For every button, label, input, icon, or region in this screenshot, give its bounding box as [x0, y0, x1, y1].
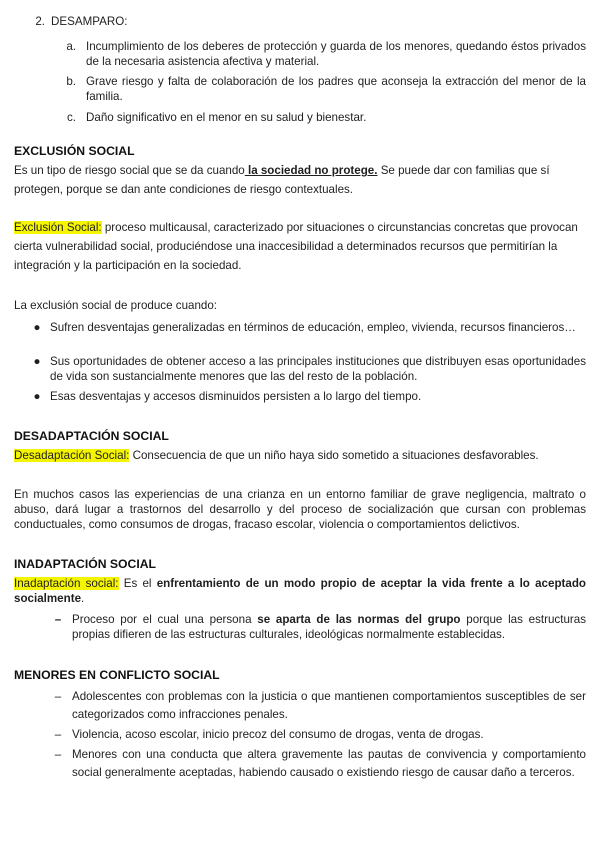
list-item	[62, 74, 586, 104]
list-item	[30, 354, 586, 384]
definition-end: .	[81, 592, 85, 605]
exclusion-definition	[14, 218, 586, 275]
dash-icon: –	[54, 728, 62, 741]
list-marker: b.	[66, 75, 76, 88]
list-item	[52, 746, 586, 782]
list-marker: a.	[66, 40, 76, 53]
list-item	[62, 39, 586, 69]
heading-text: DESAMPARO:	[51, 15, 128, 28]
bullet-icon: ●	[33, 355, 41, 368]
desadaptacion-paragraph: En muchos casos las experiencias de una crianza en un entorno familiar de grave negligencia, maltrato o abuso, dará lugar a trastornos del desarrollo y del proceso de socialización que cursan con problemas conductuales, como consumos de drogas, fracaso escolar, violencia o comportamientos delictivos.	[14, 488, 586, 531]
definition-text: Consecuencia de que un niño haya sido sometido a situaciones desfavorables.	[129, 449, 539, 462]
list-item-text: Daño significativo en el menor en su salud y bienestar.	[86, 111, 367, 124]
definition-text: Es el	[118, 577, 157, 590]
list-item-text: Violencia, acoso escolar, inicio precoz del consumo de drogas, venta de drogas.	[72, 728, 484, 741]
bullet-icon: ●	[33, 390, 41, 403]
bullet-text: Proceso por el cual una persona	[72, 613, 258, 626]
desamparo-heading	[31, 14, 591, 29]
intro-text-end: Se puede dar con familias que sí protegen, porque se dan ante condiciones de riesgo contextuales.	[14, 164, 550, 196]
term-highlight: Desadaptación Social:	[14, 449, 130, 462]
definition-text: proceso multicausal, caracterizado por situaciones o circunstancias concretas que provocan cierta vulnerabilidad social, produciéndose una inaccesibilidad a determinados recursos que permitirían la integración y la participación en la sociedad.	[14, 221, 578, 272]
dash-icon: –	[54, 613, 62, 626]
exclusion-intro	[14, 161, 586, 199]
bullet-text-end: porque las estructuras propias difieren de las estructuras culturales, ideológicas normalmente establecidas.	[72, 613, 586, 641]
list-item	[30, 389, 586, 404]
list-item-text	[72, 612, 586, 642]
list-item	[52, 688, 586, 724]
exclusion-list-intro: La exclusión social de produce cuando:	[14, 299, 218, 312]
term-highlight: Exclusión Social:	[14, 221, 102, 234]
dash-icon: –	[54, 690, 62, 703]
list-item-text: Adolescentes con problemas con la justicia o que mantienen comportamientos susceptibles de ser categorizados como infracciones penales.	[72, 690, 586, 721]
section-heading-conflicto: MENORES EN CONFLICTO SOCIAL	[14, 668, 220, 682]
list-marker: c.	[66, 111, 76, 124]
intro-emphasis: la sociedad no protege.	[244, 164, 378, 177]
heading-number: 2.	[35, 15, 45, 28]
inadaptacion-definition	[14, 576, 586, 606]
list-item	[52, 612, 586, 642]
dash-icon: –	[54, 748, 62, 761]
list-item-text: Incumplimiento de los deberes de protección y guarda de los menores, quedando éstos privados de la necesaria asistencia afectiva y material.	[86, 40, 586, 68]
list-item-text: Menores con una conducta que altera gravemente las pautas de convivencia y comportamiento social generalmente aceptadas, habiendo causado o existiendo riesgo de causar daño a terceros.	[72, 748, 586, 779]
list-item-text: Esas desventajas y accesos disminuidos persisten a lo largo del tiempo.	[50, 390, 422, 403]
section-heading-exclusion: EXCLUSIÓN SOCIAL	[14, 144, 135, 158]
bullet-icon: ●	[33, 321, 41, 334]
section-heading-inadaptacion: INADAPTACIÓN SOCIAL	[14, 557, 156, 571]
desadaptacion-definition	[14, 448, 586, 463]
intro-text: Es un tipo de riesgo social que se da cuando	[14, 164, 245, 177]
list-item-text: Grave riesgo y falta de colaboración de los padres que aconseja la extracción del menor de la familia.	[86, 75, 586, 103]
list-item	[52, 726, 586, 744]
list-item	[62, 110, 586, 125]
term-highlight: Inadaptación social:	[14, 577, 119, 590]
list-item-text: Sus oportunidades de obtener acceso a las principales instituciones que distribuyen esas oportunidades de vida son sustancialmente menores que las del resto de la población.	[50, 355, 586, 383]
definition-bold: enfrentamiento de un modo propio de aceptar la vida frente a lo aceptado socialmente	[14, 577, 587, 605]
list-item	[30, 320, 586, 335]
list-item-text: Sufren desventajas generalizadas en términos de educación, empleo, vivienda, recursos financieros…	[50, 321, 576, 334]
section-heading-desadaptacion: DESADAPTACIÓN SOCIAL	[14, 429, 169, 443]
bullet-bold: se aparta de las normas del grupo	[257, 613, 461, 626]
